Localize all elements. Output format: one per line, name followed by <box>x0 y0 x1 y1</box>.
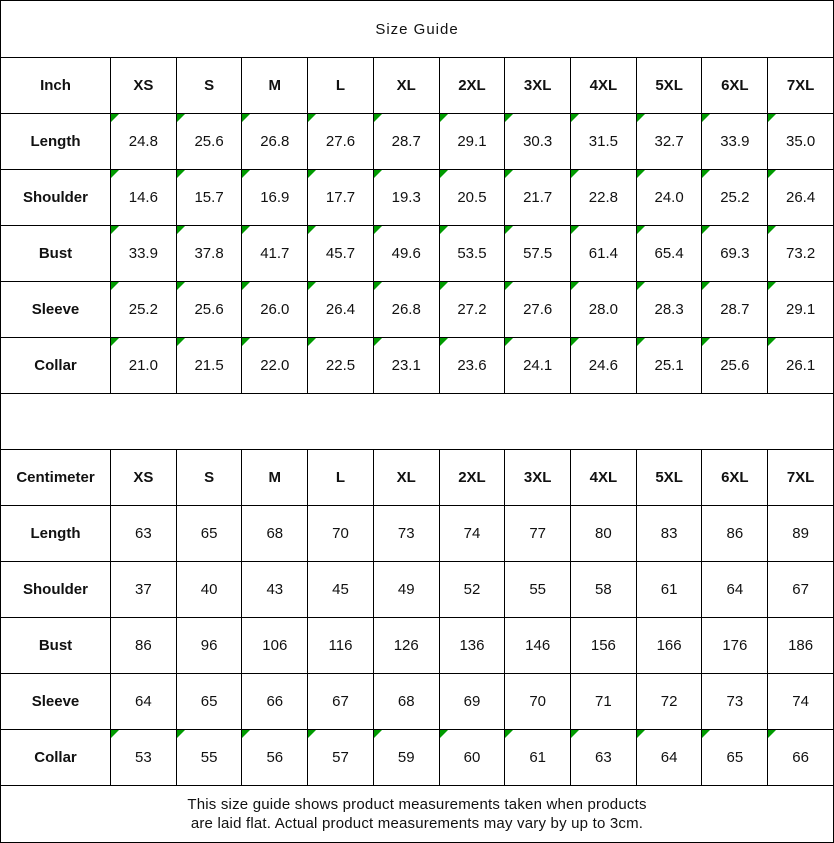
value-cell: 28.3 <box>636 282 702 338</box>
comment-flag-icon <box>702 282 710 290</box>
comment-flag-icon <box>111 282 119 290</box>
comment-flag-icon <box>571 282 579 290</box>
size-header-cell: 2XL <box>439 450 505 506</box>
footer-row <box>1 786 834 843</box>
size-header-cell: XS <box>111 450 177 506</box>
value-cell: 49 <box>373 562 439 618</box>
comment-flag-icon <box>374 170 382 178</box>
comment-flag-icon <box>702 114 710 122</box>
size-header-cell: 7XL <box>768 450 834 506</box>
comment-flag-icon <box>440 170 448 178</box>
row-label-cell: Sleeve <box>1 674 111 730</box>
value-cell: 73 <box>373 506 439 562</box>
comment-flag-icon <box>374 282 382 290</box>
value-cell: 26.0 <box>242 282 308 338</box>
comment-flag-icon <box>308 338 316 346</box>
value-cell: 69.3 <box>702 226 768 282</box>
value-cell: 70 <box>505 674 571 730</box>
value-cell: 106 <box>242 618 308 674</box>
size-header-cell: 4XL <box>571 450 637 506</box>
value-cell: 27.6 <box>308 114 374 170</box>
value-cell: 64 <box>702 562 768 618</box>
footer-note-line1: This size guide shows product measurements taken when products <box>187 796 647 813</box>
value-cell: 186 <box>768 618 834 674</box>
comment-flag-icon <box>374 730 382 738</box>
value-cell: 74 <box>768 674 834 730</box>
value-cell: 55 <box>505 562 571 618</box>
value-cell: 55 <box>176 730 242 786</box>
value-cell: 146 <box>505 618 571 674</box>
size-header-row <box>1 450 834 506</box>
table-row <box>1 282 834 338</box>
comment-flag-icon <box>768 114 776 122</box>
value-cell: 22.5 <box>308 338 374 394</box>
value-cell: 33.9 <box>111 226 177 282</box>
value-cell: 83 <box>636 506 702 562</box>
value-cell: 17.7 <box>308 170 374 226</box>
value-cell: 66 <box>242 674 308 730</box>
comment-flag-icon <box>505 338 513 346</box>
row-label-cell: Shoulder <box>1 562 111 618</box>
table-row <box>1 226 834 282</box>
comment-flag-icon <box>571 170 579 178</box>
value-cell: 73.2 <box>768 226 834 282</box>
value-cell: 28.0 <box>571 282 637 338</box>
value-cell: 156 <box>571 618 637 674</box>
comment-flag-icon <box>308 730 316 738</box>
comment-flag-icon <box>440 226 448 234</box>
row-label-cell: Collar <box>1 338 111 394</box>
comment-flag-icon <box>440 282 448 290</box>
value-cell: 27.2 <box>439 282 505 338</box>
value-cell: 23.1 <box>373 338 439 394</box>
comment-flag-icon <box>505 282 513 290</box>
value-cell: 57 <box>308 730 374 786</box>
value-cell: 67 <box>768 562 834 618</box>
comment-flag-icon <box>242 282 250 290</box>
row-label-cell: Collar <box>1 730 111 786</box>
value-cell: 61 <box>636 562 702 618</box>
comment-flag-icon <box>505 730 513 738</box>
comment-flag-icon <box>177 730 185 738</box>
comment-flag-icon <box>177 114 185 122</box>
value-cell: 68 <box>242 506 308 562</box>
size-header-cell: 4XL <box>571 58 637 114</box>
comment-flag-icon <box>768 282 776 290</box>
value-cell: 20.5 <box>439 170 505 226</box>
comment-flag-icon <box>637 730 645 738</box>
value-cell: 80 <box>571 506 637 562</box>
size-header-cell: M <box>242 450 308 506</box>
value-cell: 24.0 <box>636 170 702 226</box>
value-cell: 22.0 <box>242 338 308 394</box>
table-row <box>1 114 834 170</box>
value-cell: 116 <box>308 618 374 674</box>
comment-flag-icon <box>505 226 513 234</box>
value-cell: 61 <box>505 730 571 786</box>
size-header-cell: 5XL <box>636 450 702 506</box>
comment-flag-icon <box>111 730 119 738</box>
value-cell: 59 <box>373 730 439 786</box>
size-header-cell: L <box>308 58 374 114</box>
value-cell: 37 <box>111 562 177 618</box>
size-header-cell: 6XL <box>702 450 768 506</box>
table-row <box>1 506 834 562</box>
comment-flag-icon <box>702 730 710 738</box>
comment-flag-icon <box>702 338 710 346</box>
size-header-cell: XS <box>111 58 177 114</box>
value-cell: 24.8 <box>111 114 177 170</box>
title-row <box>1 1 834 58</box>
value-cell: 29.1 <box>439 114 505 170</box>
size-header-cell: 5XL <box>636 58 702 114</box>
row-label-cell: Bust <box>1 618 111 674</box>
value-cell: 49.6 <box>373 226 439 282</box>
table-row <box>1 562 834 618</box>
comment-flag-icon <box>111 338 119 346</box>
footer-note-line2: are laid flat. Actual product measurements may vary by up to 3cm. <box>190 815 644 832</box>
value-cell: 68 <box>373 674 439 730</box>
comment-flag-icon <box>768 730 776 738</box>
value-cell: 19.3 <box>373 170 439 226</box>
value-cell: 176 <box>702 618 768 674</box>
value-cell: 96 <box>176 618 242 674</box>
value-cell: 77 <box>505 506 571 562</box>
comment-flag-icon <box>637 282 645 290</box>
value-cell: 30.3 <box>505 114 571 170</box>
comment-flag-icon <box>768 226 776 234</box>
value-cell: 65 <box>702 730 768 786</box>
footer-note <box>1 786 834 843</box>
value-cell: 28.7 <box>373 114 439 170</box>
comment-flag-icon <box>505 114 513 122</box>
size-header-cell: S <box>176 58 242 114</box>
value-cell: 29.1 <box>768 282 834 338</box>
value-cell: 57.5 <box>505 226 571 282</box>
value-cell: 21.7 <box>505 170 571 226</box>
value-cell: 24.6 <box>571 338 637 394</box>
comment-flag-icon <box>505 170 513 178</box>
value-cell: 56 <box>242 730 308 786</box>
row-label-cell: Length <box>1 114 111 170</box>
value-cell: 73 <box>702 674 768 730</box>
comment-flag-icon <box>177 282 185 290</box>
comment-flag-icon <box>374 226 382 234</box>
comment-flag-icon <box>571 730 579 738</box>
size-header-cell: 2XL <box>439 58 505 114</box>
row-label-cell: Length <box>1 506 111 562</box>
row-label-cell: Bust <box>1 226 111 282</box>
comment-flag-icon <box>308 170 316 178</box>
value-cell: 25.2 <box>111 282 177 338</box>
comment-flag-icon <box>440 114 448 122</box>
value-cell: 31.5 <box>571 114 637 170</box>
value-cell: 21.5 <box>176 338 242 394</box>
comment-flag-icon <box>242 338 250 346</box>
comment-flag-icon <box>637 338 645 346</box>
comment-flag-icon <box>440 730 448 738</box>
table-row <box>1 730 834 786</box>
page-title: Size Guide <box>1 1 834 58</box>
value-cell: 58 <box>571 562 637 618</box>
value-cell: 53 <box>111 730 177 786</box>
comment-flag-icon <box>571 114 579 122</box>
value-cell: 45.7 <box>308 226 374 282</box>
value-cell: 37.8 <box>176 226 242 282</box>
value-cell: 25.1 <box>636 338 702 394</box>
table-row <box>1 338 834 394</box>
value-cell: 64 <box>636 730 702 786</box>
value-cell: 26.4 <box>768 170 834 226</box>
value-cell: 65 <box>176 674 242 730</box>
size-header-cell: 6XL <box>702 58 768 114</box>
value-cell: 65.4 <box>636 226 702 282</box>
value-cell: 32.7 <box>636 114 702 170</box>
unit-header-cell: Inch <box>1 58 111 114</box>
value-cell: 22.8 <box>571 170 637 226</box>
comment-flag-icon <box>308 114 316 122</box>
value-cell: 69 <box>439 674 505 730</box>
size-header-cell: 7XL <box>768 58 834 114</box>
comment-flag-icon <box>637 226 645 234</box>
table-row <box>1 674 834 730</box>
value-cell: 25.6 <box>702 338 768 394</box>
size-header-cell: XL <box>373 58 439 114</box>
value-cell: 53.5 <box>439 226 505 282</box>
value-cell: 14.6 <box>111 170 177 226</box>
value-cell: 126 <box>373 618 439 674</box>
value-cell: 43 <box>242 562 308 618</box>
value-cell: 89 <box>768 506 834 562</box>
value-cell: 67 <box>308 674 374 730</box>
value-cell: 33.9 <box>702 114 768 170</box>
value-cell: 45 <box>308 562 374 618</box>
value-cell: 63 <box>571 730 637 786</box>
table-row <box>1 618 834 674</box>
value-cell: 71 <box>571 674 637 730</box>
value-cell: 26.1 <box>768 338 834 394</box>
comment-flag-icon <box>177 338 185 346</box>
table-row <box>1 170 834 226</box>
size-header-cell: M <box>242 58 308 114</box>
value-cell: 86 <box>111 618 177 674</box>
size-header-cell: L <box>308 450 374 506</box>
value-cell: 21.0 <box>111 338 177 394</box>
comment-flag-icon <box>702 226 710 234</box>
comment-flag-icon <box>177 226 185 234</box>
size-header-cell: S <box>176 450 242 506</box>
comment-flag-icon <box>242 114 250 122</box>
comment-flag-icon <box>308 226 316 234</box>
comment-flag-icon <box>242 170 250 178</box>
separator-cell <box>1 394 834 450</box>
value-cell: 26.8 <box>373 282 439 338</box>
value-cell: 61.4 <box>571 226 637 282</box>
comment-flag-icon <box>111 114 119 122</box>
size-header-row <box>1 58 834 114</box>
value-cell: 28.7 <box>702 282 768 338</box>
table-separator-row <box>1 394 834 450</box>
value-cell: 60 <box>439 730 505 786</box>
comment-flag-icon <box>637 114 645 122</box>
value-cell: 136 <box>439 618 505 674</box>
comment-flag-icon <box>571 338 579 346</box>
value-cell: 70 <box>308 506 374 562</box>
value-cell: 26.4 <box>308 282 374 338</box>
value-cell: 27.6 <box>505 282 571 338</box>
value-cell: 72 <box>636 674 702 730</box>
value-cell: 86 <box>702 506 768 562</box>
comment-flag-icon <box>308 282 316 290</box>
value-cell: 40 <box>176 562 242 618</box>
value-cell: 35.0 <box>768 114 834 170</box>
value-cell: 24.1 <box>505 338 571 394</box>
comment-flag-icon <box>768 170 776 178</box>
value-cell: 66 <box>768 730 834 786</box>
comment-flag-icon <box>768 338 776 346</box>
value-cell: 16.9 <box>242 170 308 226</box>
size-header-cell: 3XL <box>505 58 571 114</box>
row-label-cell: Shoulder <box>1 170 111 226</box>
size-header-cell: XL <box>373 450 439 506</box>
comment-flag-icon <box>374 114 382 122</box>
comment-flag-icon <box>242 226 250 234</box>
comment-flag-icon <box>111 170 119 178</box>
value-cell: 65 <box>176 506 242 562</box>
value-cell: 25.2 <box>702 170 768 226</box>
value-cell: 63 <box>111 506 177 562</box>
comment-flag-icon <box>242 730 250 738</box>
row-label-cell: Sleeve <box>1 282 111 338</box>
comment-flag-icon <box>702 170 710 178</box>
comment-flag-icon <box>571 226 579 234</box>
value-cell: 64 <box>111 674 177 730</box>
value-cell: 41.7 <box>242 226 308 282</box>
value-cell: 25.6 <box>176 114 242 170</box>
value-cell: 25.6 <box>176 282 242 338</box>
comment-flag-icon <box>177 170 185 178</box>
comment-flag-icon <box>111 226 119 234</box>
comment-flag-icon <box>374 338 382 346</box>
value-cell: 23.6 <box>439 338 505 394</box>
unit-header-cell: Centimeter <box>1 450 111 506</box>
value-cell: 166 <box>636 618 702 674</box>
value-cell: 15.7 <box>176 170 242 226</box>
comment-flag-icon <box>637 170 645 178</box>
value-cell: 26.8 <box>242 114 308 170</box>
value-cell: 74 <box>439 506 505 562</box>
value-cell: 52 <box>439 562 505 618</box>
size-header-cell: 3XL <box>505 450 571 506</box>
comment-flag-icon <box>440 338 448 346</box>
